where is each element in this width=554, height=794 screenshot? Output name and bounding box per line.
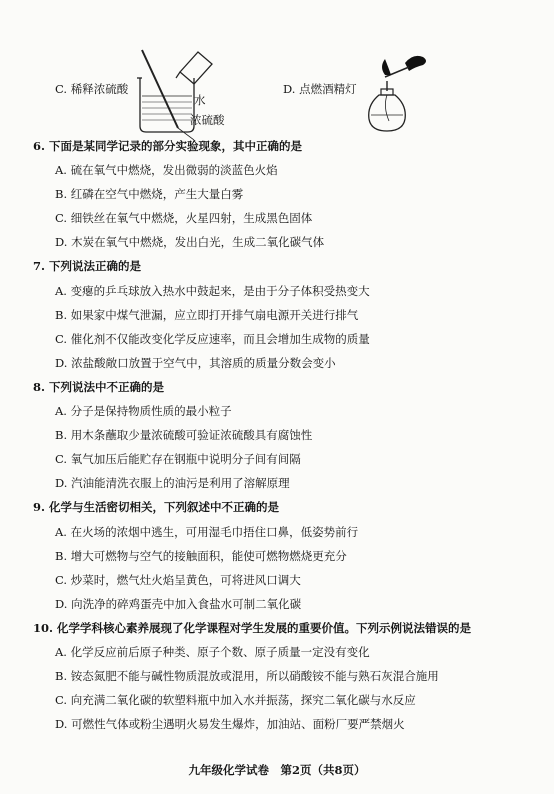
question-10-option-d: D. 可燃性气体或粉尘遇明火易发生爆炸，加油站、面粉厂要严禁烟火 bbox=[55, 717, 405, 731]
question-10-option-a: A. 化学反应前后原子种类、原子个数、原子质量一定没有变化 bbox=[55, 645, 370, 659]
question-10-option-b: B. 铵态氮肥不能与碱性物质混放或混用，所以硝酸铵不能与熟石灰混合施用 bbox=[55, 669, 439, 683]
question-9-option-c: C. 炒菜时，燃气灶火焰呈黄色，可将进风口调大 bbox=[55, 573, 301, 587]
question-10-option-c: C. 向充满二氧化碳的软塑料瓶中加入水并振荡，探究二氧化碳与水反应 bbox=[55, 693, 416, 707]
option-d-label: D. 点燃酒精灯 bbox=[283, 82, 357, 96]
question-8-option-c: C. 氧气加压后能贮存在钢瓶中说明分子间有间隔 bbox=[55, 452, 301, 466]
question-6-option-b: B. 红磷在空气中燃烧，产生大量白雾 bbox=[55, 187, 244, 201]
question-8-stem: 8. 下列说法中不正确的是 bbox=[33, 380, 165, 394]
question-6-option-c: C. 细铁丝在氧气中燃烧，火星四射，生成黑色固体 bbox=[55, 211, 313, 225]
water-label: 水 bbox=[194, 93, 206, 107]
question-9-option-a: A. 在火场的浓烟中逃生，可用湿毛巾捂住口鼻，低姿势前行 bbox=[55, 525, 359, 539]
question-6-option-a: A. 硫在氧气中燃烧，发出微弱的淡蓝色火焰 bbox=[55, 163, 278, 177]
concentrated-acid-label: 浓硫酸 bbox=[190, 113, 225, 127]
question-9-option-b: B. 增大可燃物与空气的接触面积，能使可燃物燃烧更充分 bbox=[55, 549, 347, 563]
question-8-option-d: D. 汽油能清洗衣服上的油污是利用了溶解原理 bbox=[55, 476, 290, 490]
alcohol-lamp-figure bbox=[365, 45, 435, 140]
page-footer: 九年级化学试卷 第2页（共8页） bbox=[188, 763, 366, 777]
question-7-option-d: D. 浓盐酸敞口放置于空气中，其溶质的质量分数会变小 bbox=[55, 356, 336, 370]
question-7-option-b: B. 如果家中煤气泄漏，应立即打开排气扇电源开关进行排气 bbox=[55, 308, 359, 322]
question-6-option-d: D. 木炭在氧气中燃烧，发出白光，生成二氧化碳气体 bbox=[55, 235, 325, 249]
question-6-stem: 6. 下面是某同学记录的部分实验现象，其中正确的是 bbox=[33, 139, 303, 153]
question-7-stem: 7. 下列说法正确的是 bbox=[33, 259, 142, 273]
option-c-label: C. 稀释浓硫酸 bbox=[55, 82, 129, 96]
question-9-stem: 9. 化学与生活密切相关，下列叙述中不正确的是 bbox=[33, 500, 280, 514]
question-7-option-a: A. 变瘪的乒乓球放入热水中鼓起来，是由于分子体积受热变大 bbox=[55, 284, 370, 298]
question-7-option-c: C. 催化剂不仅能改变化学反应速率，而且会增加生成物的质量 bbox=[55, 332, 370, 346]
question-10-stem: 10. 化学学科核心素养展现了化学课程对学生发展的重要价值。下列示例说法错误的是 bbox=[33, 621, 472, 635]
question-9-option-d: D. 向洗净的碎鸡蛋壳中加入食盐水可制二氧化碳 bbox=[55, 597, 302, 611]
question-8-option-b: B. 用木条蘸取少量浓硫酸可验证浓硫酸具有腐蚀性 bbox=[55, 428, 313, 442]
question-8-option-a: A. 分子是保持物质性质的最小粒子 bbox=[55, 404, 232, 418]
